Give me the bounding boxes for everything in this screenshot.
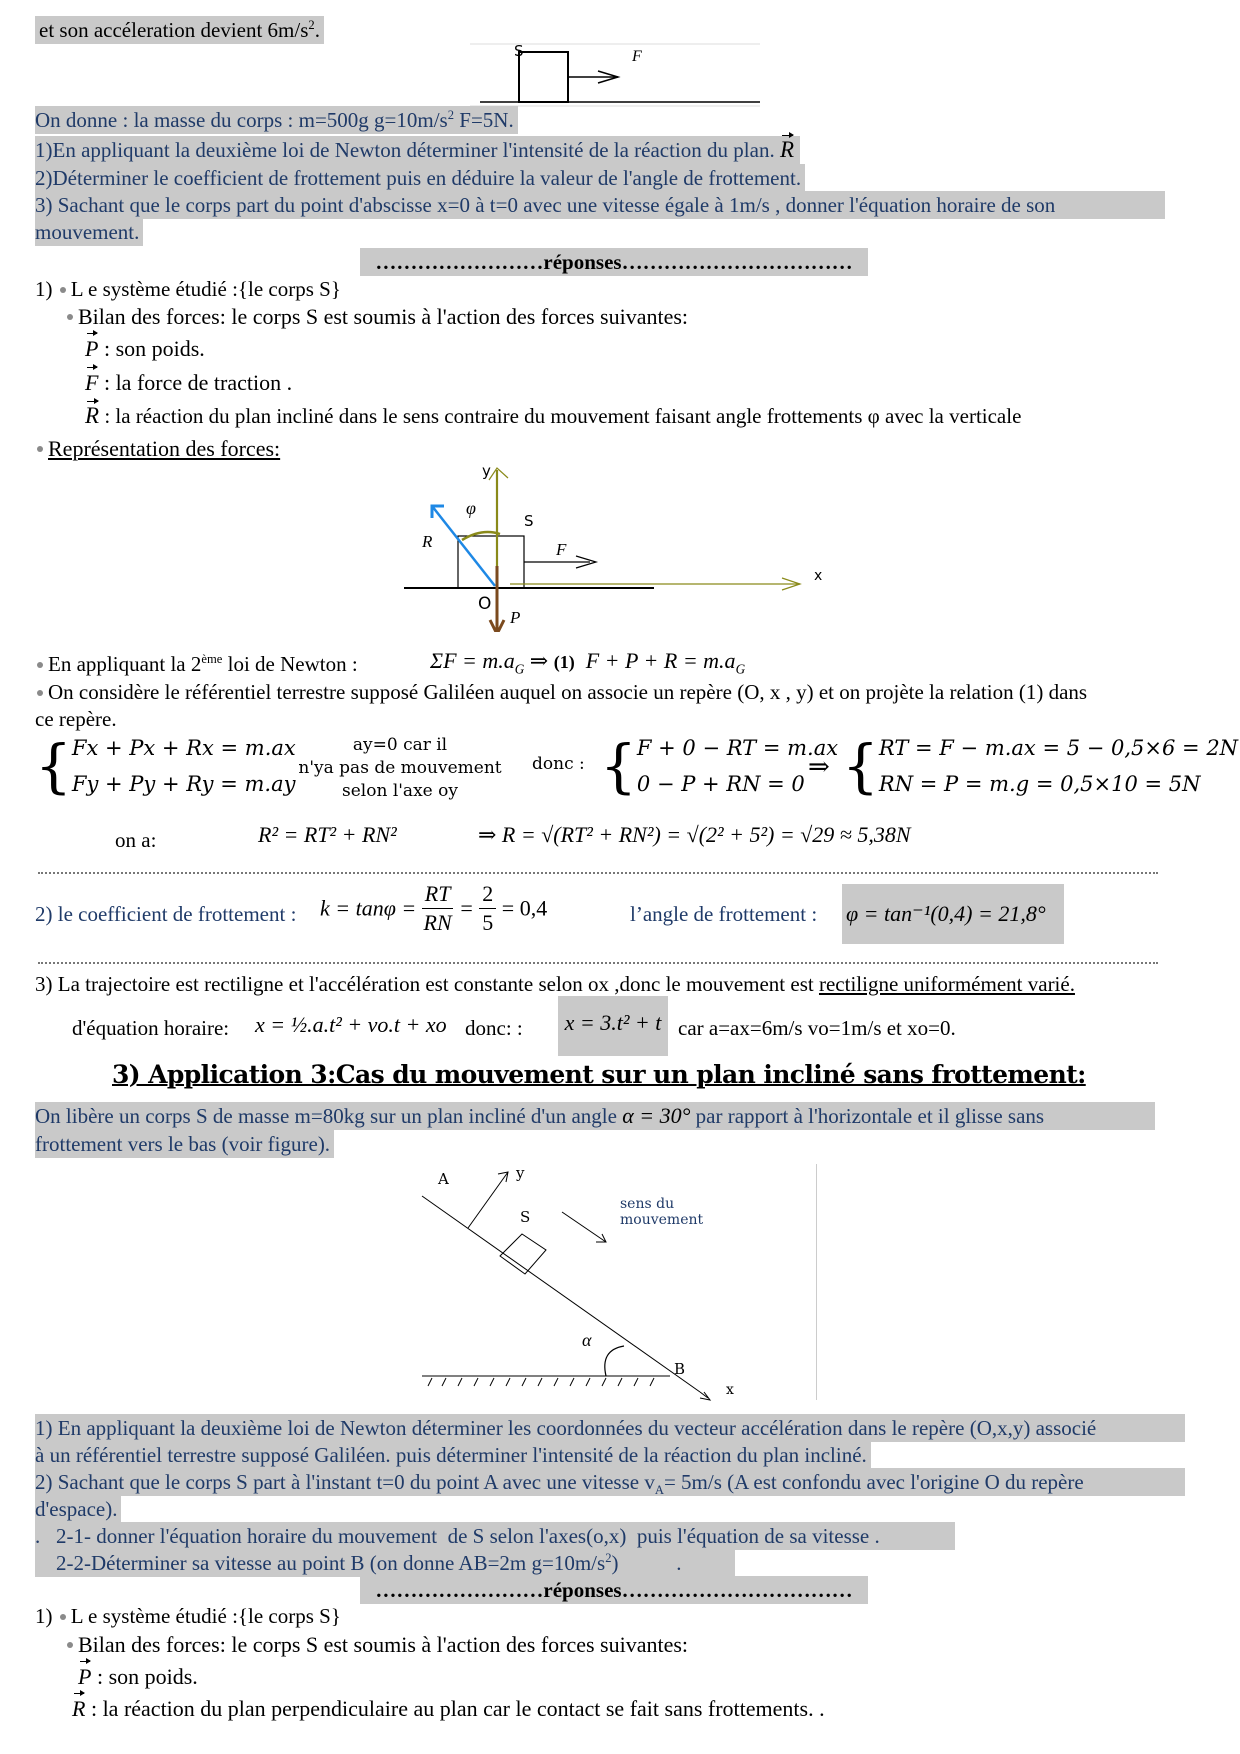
answers-banner: ……………………réponses…………………………… [360,248,868,276]
app3-question-1-cont: à un référentiel terrestre supposé Galiléen. puis déterminer l'intensité de la réaction du plan incliné. [35,1441,871,1469]
r-result-eq: ⇒ R = √(RT² + RN²) = √(2² + 5²) = √29 ≈ 5,38N [478,822,911,847]
given-data: On donne : la masse du corps : m=500g $g=10m/s^2$ F=5N. [35,106,518,134]
r-squared-eq: R² = RT² + RN² [258,822,397,847]
question-3: 3) Sachant que le corps part du point d'abscisse x=0 à t=0 avec une vitesse égale à 1m/s , donner l'équation horaire de son [35,191,1165,219]
origin-label: O [478,594,492,614]
s-label: S [524,512,534,530]
body-s-label: S [520,1208,531,1226]
motion-direction-label: sens du mouvement [620,1196,704,1228]
force-balance: Bilan des forces: le corps S est soumis à l'action des forces suivantes: [65,1630,688,1660]
force-balance: Bilan des forces: le corps S est soumis à l'action des forces suivantes: [65,302,688,332]
question-2: 2)Déterminer le coefficient de frottement puis en déduire la valeur de l'angle de frottement. [35,164,805,192]
on-a-label: on a: [115,828,157,852]
alpha-label: α [582,1330,592,1350]
point-b-label: B [674,1360,686,1378]
force-weight: P : son poids. [78,1662,198,1692]
newton-equation: $\Sigma F = m.a_G$ ⇒ (1) $F + P + R = m.a_G$ [430,648,746,677]
app3-question-2-1: . 2-1- donner l'équation horaire du mouvement de S selon l'axes(o,x) puis l'équation de sa vitesse . [35,1522,955,1550]
point-a-label: A [438,1170,449,1188]
dotted-separator [38,962,1158,964]
figure-divider [816,1164,817,1400]
trajectory-text: 3) La trajectoire est rectiligne et l'accélération est constante selon ox ,donc le mouvement est rectiligne uniformément varié. [35,972,1075,996]
force-reaction: R : la réaction du plan perpendiculaire au plan car le contact se fait sans frottements. . [72,1694,825,1724]
referentiel-text-cont: ce repère. [35,707,117,731]
question-1: 1)En appliquant la deuxième loi de Newton déterminer l'intensité de la réaction du plan. R [35,136,800,164]
force-reaction: R : la réaction du plan incliné dans le sens contraire du mouvement faisant angle frottements φ avec la verticale [85,403,1022,428]
horaire-result: x = 3.t² + t [558,996,668,1056]
friction-angle-label: l’angle de frottement : [630,902,818,926]
horaire-eq: x = ½.a.t² + vo.t + xo [255,1012,447,1037]
result-system: { RT = F − m.ax = 5 − 0,5×6 = 2N RN = P = m.g = 0,5×10 = 5N [842,732,1239,800]
newton-law-line: En appliquant la 2ème loi de Newton : [35,650,358,678]
figure-block-traction [470,42,760,108]
horaire-label: d'équation horaire: [72,1016,230,1040]
bullet-icon [60,287,66,293]
friction-angle-result: φ = tan⁻¹(0,4) = 21,8° [842,884,1064,944]
accel-statement: et son accéleration devient $6m/s^2$. [35,16,324,44]
friction-coefficient-eq: k = tanφ = $\frac{RT}{RN}$ = $\frac{2}{5}$ = 0,4 [320,881,548,935]
ay-note: ay=0 car il n'ya pas de mouvement selon l'axe oy [298,735,502,801]
axis-x-label: x [814,568,823,584]
bullet-icon [67,1642,73,1648]
section-heading: 3) Application 3:Cas du mouvement sur un plan incliné sans frottement: [112,1060,1086,1089]
question-3-cont: mouvement. [35,218,143,246]
app3-intro: On libère un corps S de masse m=80kg sur un plan incliné d'un angle α = 30° par rapport à l'horizontale et il glisse sans [35,1102,1155,1130]
force-diagram-icon [390,462,860,632]
bullet-icon [37,662,43,668]
app3-question-2-2: 2-2-Déterminer sa vitesse au point B (on donne AB=2m $g=10m/s^2$) . [35,1549,735,1577]
app3-question-1: 1) En appliquant la deuxième loi de Newton déterminer les coordonnées du vecteur accélération dans le repère (O,x,y) associé [35,1414,1185,1442]
axis-y-label: y [516,1164,525,1182]
projection-system: { Fx + Px + Rx = m.ax Fy + Py + Ry = m.ay [35,732,296,800]
axis-x-label: x [726,1382,734,1398]
bullet-icon [37,446,43,452]
bullet-icon [37,690,43,696]
p-label: P [510,608,521,627]
f-label: F [556,540,567,559]
system-studied: 1) L e système étudié :{le corps S} [35,1604,341,1628]
app3-question-2: 2) Sachant que le corps S part à l'instant t=0 du point A avec une vitesse $v_A= 5m/s$ (A est confondu avec l'origine O du repère [35,1468,1185,1496]
system-studied: 1) L e système étudié :{le corps S} [35,277,341,301]
inclined-plane-diagram [410,1160,830,1410]
bullet-icon [60,1614,66,1620]
force-traction: F : la force de traction . [85,368,292,398]
representation-label: Représentation des forces: [35,434,280,464]
horaire-donc: donc: : [465,1016,523,1040]
force-diagram [390,462,860,632]
bullet-icon [67,314,73,320]
referentiel-text: On considère le référentiel terrestre supposé Galiléen auquel on associe un repère (O, x , y) et on projète la relation (1) dans [35,678,1195,706]
force-weight: P : son poids. [85,334,205,364]
implies-arrow: ⇒ [808,752,830,781]
answers-banner: ……………………réponses…………………………… [360,1576,868,1604]
app3-intro-cont: frottement vers le bas (voir figure). [35,1130,334,1158]
r-label: R [422,532,433,551]
axis-y-label: y [482,462,491,480]
friction-coefficient-label: 2) le coefficient de frottement : [35,902,297,926]
horaire-conditions: car a=ax=6m/s vo=1m/s et xo=0. [678,1016,956,1040]
label-s: S [514,42,524,60]
substituted-system: { F + 0 − RT = m.ax 0 − P + RN = 0 [600,732,839,800]
dotted-separator [38,872,1158,874]
label-f: F [632,48,642,65]
donc-label: donc : [532,754,585,774]
phi-label: φ [466,498,476,518]
app3-question-2-cont: d'espace). [35,1495,121,1523]
